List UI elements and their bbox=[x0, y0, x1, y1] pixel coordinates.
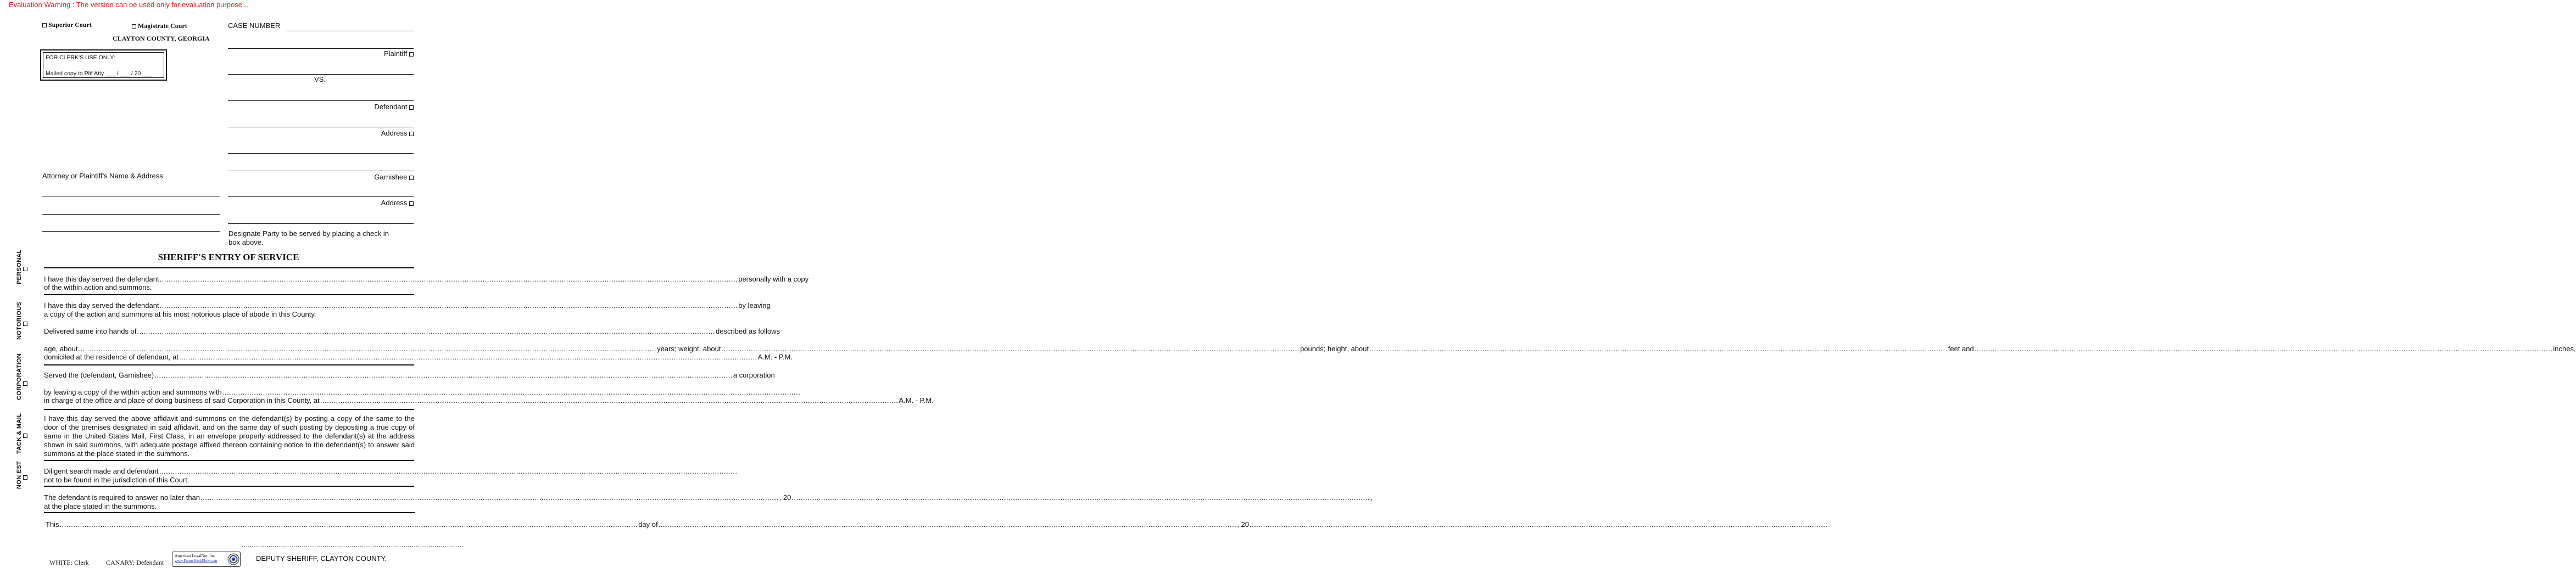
defendant-line[interactable] bbox=[228, 100, 414, 101]
personal-defendant-field[interactable] bbox=[160, 275, 738, 283]
corporation-ampm: A.M. - P.M. bbox=[899, 396, 934, 404]
height-inches-field[interactable] bbox=[1975, 345, 2553, 353]
years-label: years; weight, about bbox=[657, 345, 721, 353]
canary-copy-label: CANARY: Defendant bbox=[106, 559, 164, 566]
address-label-1: Address bbox=[381, 129, 408, 137]
personal-text-b: personally with a copy bbox=[738, 275, 809, 283]
plaintiff-checkbox[interactable] bbox=[409, 52, 414, 57]
superior-court-option[interactable] bbox=[42, 21, 92, 29]
side-label-non-est: NON EST bbox=[16, 461, 23, 489]
answer-date-field[interactable] bbox=[200, 493, 779, 502]
publisher-logo bbox=[172, 552, 241, 567]
notorious-defendant-field[interactable] bbox=[160, 301, 738, 310]
non-est-rule bbox=[44, 486, 414, 487]
personal-row-1 bbox=[44, 275, 809, 283]
notorious-row-3 bbox=[44, 345, 2576, 353]
corporation-text-a: Served the (defendant, Garnishee) bbox=[44, 371, 154, 379]
address-option-1[interactable] bbox=[381, 129, 414, 137]
defendant-checkbox[interactable] bbox=[409, 105, 414, 110]
magistrate-court-option[interactable] bbox=[132, 22, 187, 30]
evaluation-warning: Evaluation Warning : The version can be used only for evaluation purpose... bbox=[9, 1, 248, 9]
case-number-label: CASE NUMBER bbox=[228, 21, 281, 30]
plaintiff-label: Plaintiff bbox=[383, 49, 408, 58]
corporation-name-field[interactable] bbox=[154, 371, 733, 379]
clerk-box-mailed: Mailed copy to Pltf Atty ___ / ___ / 20 ___ bbox=[46, 70, 152, 77]
corporation-person-field[interactable] bbox=[222, 388, 801, 396]
county-heading: CLAYTON COUNTY, GEORGIA bbox=[113, 35, 210, 42]
logo-globe-icon bbox=[227, 553, 239, 565]
notorious-text-b: by leaving bbox=[738, 301, 771, 310]
notorious-text-c: a copy of the action and summons at his most notorious place of abode in this County. bbox=[44, 310, 316, 318]
non-est-row-1 bbox=[44, 467, 413, 475]
defendant-label: Defendant bbox=[374, 103, 408, 111]
day-field[interactable] bbox=[60, 520, 638, 528]
personal-checkbox[interactable] bbox=[23, 267, 27, 271]
answer-row bbox=[44, 493, 1373, 502]
corporation-row-2 bbox=[44, 388, 414, 396]
tack-mail-text: I have this day served the above affidavit and summons on the defendant(s) by posting a copy of the same to the door of the premises designated in said affidavit, and on the same day of such posting by depositing a true copy of same in the United States Mail, First Class, in an envelope properly addressed to the defendant(s) at the address shown in said summons, with adequate postage affixed thereon containing notice to the defendant(s) to answer said summons at the place stated in the summons. bbox=[44, 414, 415, 458]
form-title: SHERIFF'S ENTRY OF SERVICE bbox=[158, 252, 299, 262]
domiciled-time-field[interactable] bbox=[179, 353, 757, 361]
designate-note: Designate Party to be served by placing a check in box above. bbox=[228, 229, 389, 246]
age-label: age, about bbox=[44, 345, 78, 353]
pounds-label: pounds; height, about bbox=[1300, 345, 1369, 353]
domiciled-label: domiciled at the residence of defendant, at bbox=[44, 353, 179, 361]
defendant-option[interactable] bbox=[374, 103, 414, 111]
non-est-text-a: Diligent search made and defendant bbox=[44, 467, 159, 475]
answer-year-field[interactable] bbox=[791, 493, 1370, 502]
delivered-hands-field[interactable] bbox=[137, 327, 715, 335]
attorney-line-2[interactable] bbox=[42, 214, 220, 215]
answer-text-c: , bbox=[1370, 493, 1373, 502]
garnishee-address-line-1[interactable] bbox=[228, 196, 414, 197]
logo-url: www.FormsWorkFlow.com bbox=[175, 559, 218, 563]
address-line-2[interactable] bbox=[228, 153, 414, 154]
address-checkbox-2[interactable] bbox=[409, 201, 414, 206]
answer-text-a: The defendant is required to answer no later than bbox=[44, 493, 200, 502]
notorious-text-a: I have this day served the defendant bbox=[44, 301, 159, 310]
garnishee-address-line-2[interactable] bbox=[228, 223, 414, 224]
white-copy-label: WHITE: Clerk bbox=[49, 559, 89, 566]
plaintiff-line-1[interactable] bbox=[228, 48, 414, 49]
notorious-rule bbox=[44, 364, 414, 365]
tack-mail-rule bbox=[44, 460, 414, 461]
notorious-checkbox[interactable] bbox=[23, 322, 27, 326]
corporation-text-d: in charge of the office and place of doing business of said Corporation in this County, at bbox=[44, 396, 320, 404]
deputy-sheriff-label: DEPUTY SHERIFF, CLAYTON COUNTY. bbox=[256, 554, 387, 563]
answer-text-b: , 20 bbox=[779, 493, 791, 502]
feet-label: feet and bbox=[1948, 345, 1974, 353]
title-rule bbox=[44, 267, 414, 268]
personal-rule bbox=[44, 294, 414, 295]
corporation-rule bbox=[44, 409, 414, 410]
age-field[interactable] bbox=[78, 345, 656, 353]
non-est-text-b: not to be found in the jurisdiction of this Court. bbox=[44, 476, 189, 484]
superior-court-label: Superior Court bbox=[48, 21, 92, 29]
garnishee-option[interactable] bbox=[374, 173, 414, 181]
signature-line[interactable]: ........................................................................................................... bbox=[242, 542, 464, 548]
notorious-text-d: Delivered same into hands of bbox=[44, 327, 137, 335]
notorious-text-e: described as follows bbox=[716, 327, 780, 335]
address-option-2[interactable] bbox=[381, 199, 414, 207]
weight-field[interactable] bbox=[721, 345, 1300, 353]
notorious-row-2 bbox=[44, 327, 780, 335]
tack-mail-checkbox[interactable] bbox=[23, 434, 27, 438]
address-label-2: Address bbox=[381, 199, 408, 207]
year-prefix-label: , 20 bbox=[1237, 520, 1249, 528]
side-label-tack-mail: TACK & MAIL bbox=[16, 413, 23, 454]
inches-label: inches, bbox=[2553, 345, 2576, 353]
attorney-line-3[interactable] bbox=[42, 231, 220, 232]
answer-rule bbox=[44, 512, 415, 513]
plaintiff-option[interactable] bbox=[384, 49, 414, 58]
clerk-box-title: FOR CLERK'S USE ONLY: bbox=[46, 54, 115, 61]
personal-text-c: of the within action and summons. bbox=[44, 283, 152, 291]
corporation-checkbox[interactable] bbox=[23, 381, 27, 386]
side-label-personal: PERSONAL bbox=[16, 249, 23, 284]
notorious-row-1 bbox=[44, 301, 771, 310]
day-of-label: day of bbox=[638, 520, 658, 528]
corporation-time-field[interactable] bbox=[320, 396, 899, 404]
attorney-label: Attorney or Plaintiff's Name & Address bbox=[42, 172, 163, 180]
corporation-row-3 bbox=[44, 396, 934, 404]
notorious-ampm: A.M. - P.M. bbox=[757, 353, 793, 361]
address-checkbox-1[interactable] bbox=[409, 132, 414, 136]
side-label-notorious: NOTORIOUS bbox=[16, 301, 23, 340]
corporation-row-1 bbox=[44, 371, 775, 379]
this-label: This bbox=[46, 520, 59, 528]
corporation-text-b: a corporation bbox=[733, 371, 775, 379]
garnishee-checkbox[interactable] bbox=[409, 176, 414, 180]
non-est-checkbox[interactable] bbox=[23, 475, 27, 480]
this-day-row bbox=[46, 520, 1249, 528]
corporation-text-c: by leaving a copy of the within action and summons with bbox=[44, 388, 222, 396]
vs-label: VS. bbox=[314, 75, 326, 83]
non-est-defendant-field[interactable] bbox=[159, 467, 738, 475]
side-label-corporation: CORPORATION bbox=[16, 353, 23, 400]
plaintiff-line-2[interactable] bbox=[228, 74, 414, 75]
answer-text-d: at the place stated in the summons. bbox=[44, 502, 157, 510]
clerk-box bbox=[40, 49, 167, 81]
garnishee-label: Garnishee bbox=[374, 173, 408, 181]
personal-text-a: I have this day served the defendant bbox=[44, 275, 159, 283]
height-feet-field[interactable] bbox=[1369, 345, 1948, 353]
logo-company: American LegalNet, Inc. bbox=[175, 553, 216, 558]
superior-court-checkbox[interactable] bbox=[42, 23, 47, 27]
magistrate-court-label: Magistrate Court bbox=[138, 22, 187, 30]
magistrate-court-checkbox[interactable] bbox=[132, 24, 136, 29]
year-field[interactable] bbox=[1250, 520, 1828, 528]
month-field[interactable] bbox=[659, 520, 1237, 528]
notorious-row-4 bbox=[44, 353, 793, 361]
